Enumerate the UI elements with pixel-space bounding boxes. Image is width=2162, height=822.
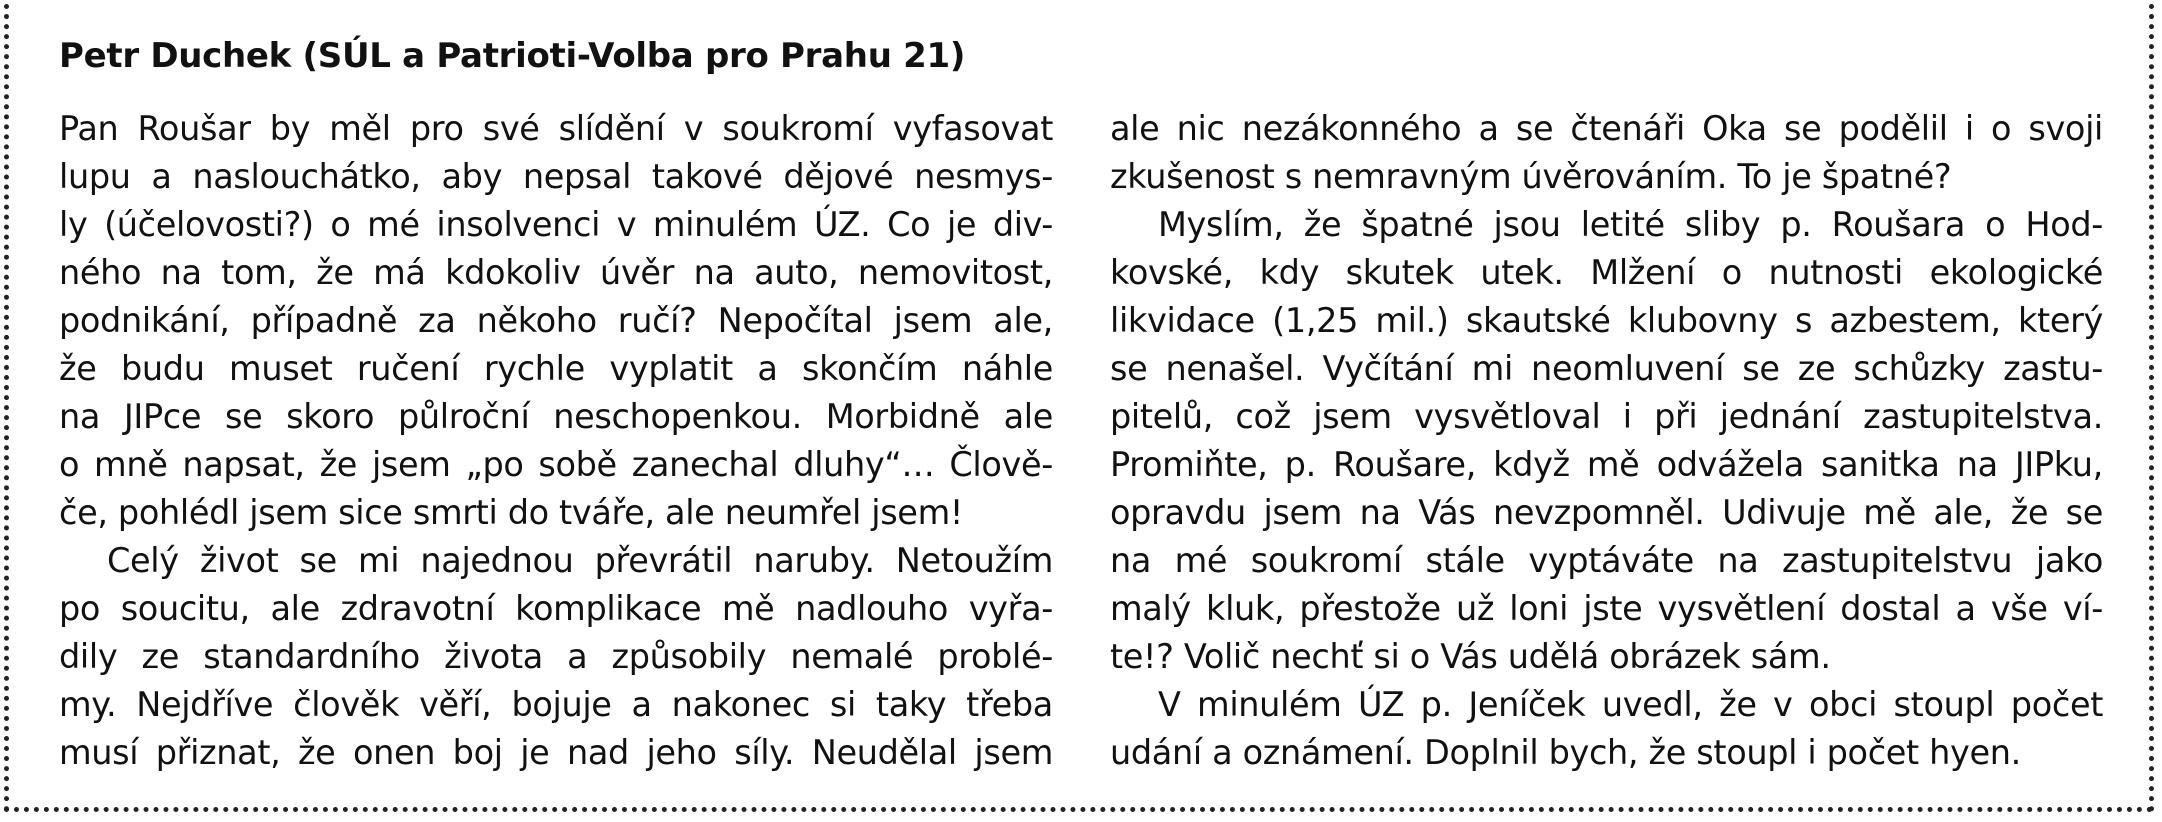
text-line: my. Nejdříve člověk věří, bojuje a nakonec si taky třeba (59, 685, 1053, 724)
text-line: Myslím, že špatné jsou letité sliby p. Roušara o Hod- (1158, 205, 2103, 244)
text-line: na JIPce se skoro půlroční neschopenkou. Morbidně ale (59, 397, 1053, 436)
text-line: te!? Volič nechť si o Vás udělá obrázek sám. (1110, 637, 1831, 676)
article-heading: Petr Duchek (SÚL a Patrioti-Volba pro Prahu 21) (59, 36, 966, 76)
text-line: se nenašel. Vyčítání mi neomluvení se ze schůzky zastu- (1110, 349, 2103, 388)
text-line: če, pohlédl jsem sice smrti do tváře, ale neumřel jsem! (59, 493, 963, 532)
text-line: ly (účelovosti?) o mé insolvenci v minulém ÚZ. Co je div- (59, 205, 1053, 244)
text-line: pitelů, což jsem vysvětloval i při jednání zastupitelstva. (1110, 397, 2103, 436)
text-line: udání a oznámení. Doplnil bych, že stoupl i počet hyen. (1110, 733, 2021, 772)
text-line: zkušenost s nemravným úvěrováním. To je špatné? (1110, 157, 1952, 196)
text-line: musí přiznat, že onen boj je nad jeho síly. Neudělal jsem (59, 733, 1053, 772)
text-line: ale nic nezákonného a se čtenáři Oka se podělil i o svoji (1110, 109, 2103, 148)
text-line: ného na tom, že má kdokoliv úvěr na auto, nemovitost, (59, 253, 1053, 292)
text-line: o mně napsat, že jsem „po sobě zanechal dluhy“… Člově- (59, 445, 1053, 484)
text-line: kovské, kdy skutek utek. Mlžení o nutnosti ekologické (1110, 253, 2103, 292)
text-line: malý kluk, přestože už loni jste vysvětlení dostal a vše ví- (1110, 589, 2103, 628)
text-line: Pan Roušar by měl pro své slídění v soukromí vyfasovat (59, 109, 1053, 148)
text-line: likvidace (1,25 mil.) skautské klubovny s azbestem, který (1110, 301, 2103, 340)
text-line: opravdu jsem na Vás nevzpomněl. Udivuje mě ale, že se (1110, 493, 2103, 532)
text-line: dily ze standardního života a způsobily nemalé problé- (59, 637, 1053, 676)
text-line: podnikání, případně za někoho ručí? Nepočítal jsem ale, (59, 301, 1053, 340)
left-text-column (59, 105, 1053, 777)
text-line: na mé soukromí stále vyptáváte na zastupitelstvu jako (1110, 541, 2103, 580)
text-line: lupu a naslouchátko, aby nepsal takové dějové nesmys- (59, 157, 1053, 196)
text-line: Promiňte, p. Roušare, když mě odvážela sanitka na JIPku, (1110, 445, 2103, 484)
right-text-column (1110, 105, 2103, 777)
text-line: po soucitu, ale zdravotní komplikace mě nadlouho vyřa- (59, 589, 1053, 628)
text-line: že budu muset ručení rychle vyplatit a skončím náhle (59, 349, 1053, 388)
text-line: V minulém ÚZ p. Jeníček uvedl, že v obci stoupl počet (1158, 685, 2103, 724)
text-line: Celý život se mi najednou převrátil naruby. Netoužím (107, 541, 1053, 580)
